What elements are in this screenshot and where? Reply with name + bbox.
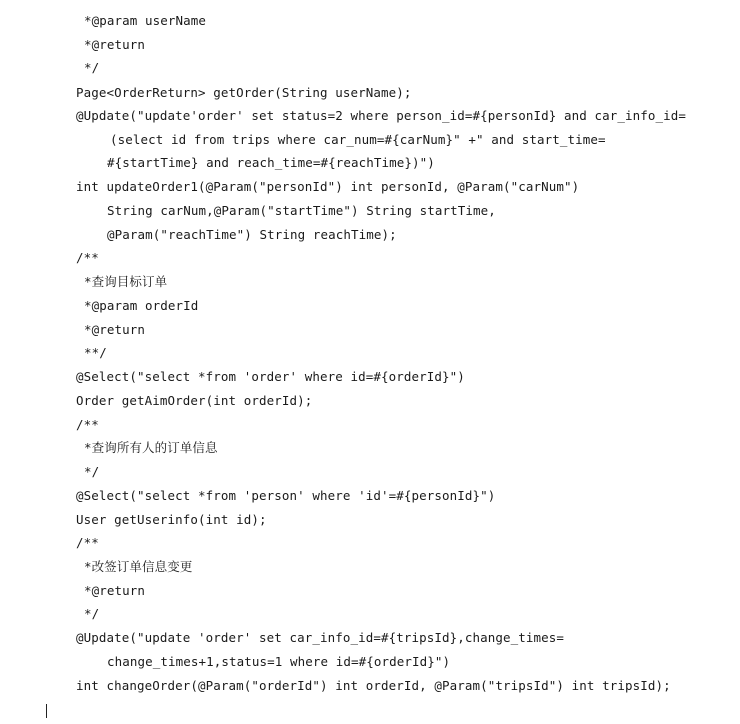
text-cursor <box>46 704 47 718</box>
code-line: Order getAimOrder(int orderId); <box>76 393 313 408</box>
code-line: */ <box>84 60 100 75</box>
code-line: **/ <box>84 345 107 360</box>
code-line: *@param orderId <box>84 298 199 313</box>
code-line: *改签订单信息变更 <box>84 559 193 574</box>
code-line: /** <box>76 250 99 265</box>
code-line: @Update("update 'order' set car_info_id=#{tripsId},change_times= <box>76 630 565 645</box>
code-line: @Update("update'order' set status=2 where person_id=#{personId} and car_info_id= <box>76 108 687 123</box>
code-line: *查询所有人的订单信息 <box>84 440 218 455</box>
code-line: /** <box>76 535 99 550</box>
code-line: change_times+1,status=1 where id=#{orderId}") <box>107 654 451 669</box>
code-line: int updateOrder1(@Param("personId") int personId, @Param("carNum") <box>76 179 580 194</box>
code-line: */ <box>84 606 100 621</box>
code-line: #{startTime} and reach_time=#{reachTime})") <box>107 155 435 170</box>
code-line: @Select("select *from 'person' where 'id'=#{personId}") <box>76 488 496 503</box>
code-line: @Param("reachTime") String reachTime); <box>107 227 397 242</box>
code-line: int changeOrder(@Param("orderId") int orderId, @Param("tripsId") int tripsId); <box>76 678 671 693</box>
code-line: *@return <box>84 322 146 337</box>
code-line: Page<OrderReturn> getOrder(String userName); <box>76 85 412 100</box>
code-line: @Select("select *from 'order' where id=#{orderId}") <box>76 369 465 384</box>
code-line: *查询目标订单 <box>84 274 168 289</box>
code-line: *@return <box>84 37 146 52</box>
code-line: String carNum,@Param("startTime") String startTime, <box>107 203 496 218</box>
code-line: *@param userName <box>84 13 207 28</box>
code-line: */ <box>84 464 100 479</box>
code-line: (select id from trips where car_num=#{carNum}" +" and start_time= <box>110 132 606 147</box>
code-line: User getUserinfo(int id); <box>76 512 267 527</box>
code-line: /** <box>76 417 99 432</box>
code-line: *@return <box>84 583 146 598</box>
